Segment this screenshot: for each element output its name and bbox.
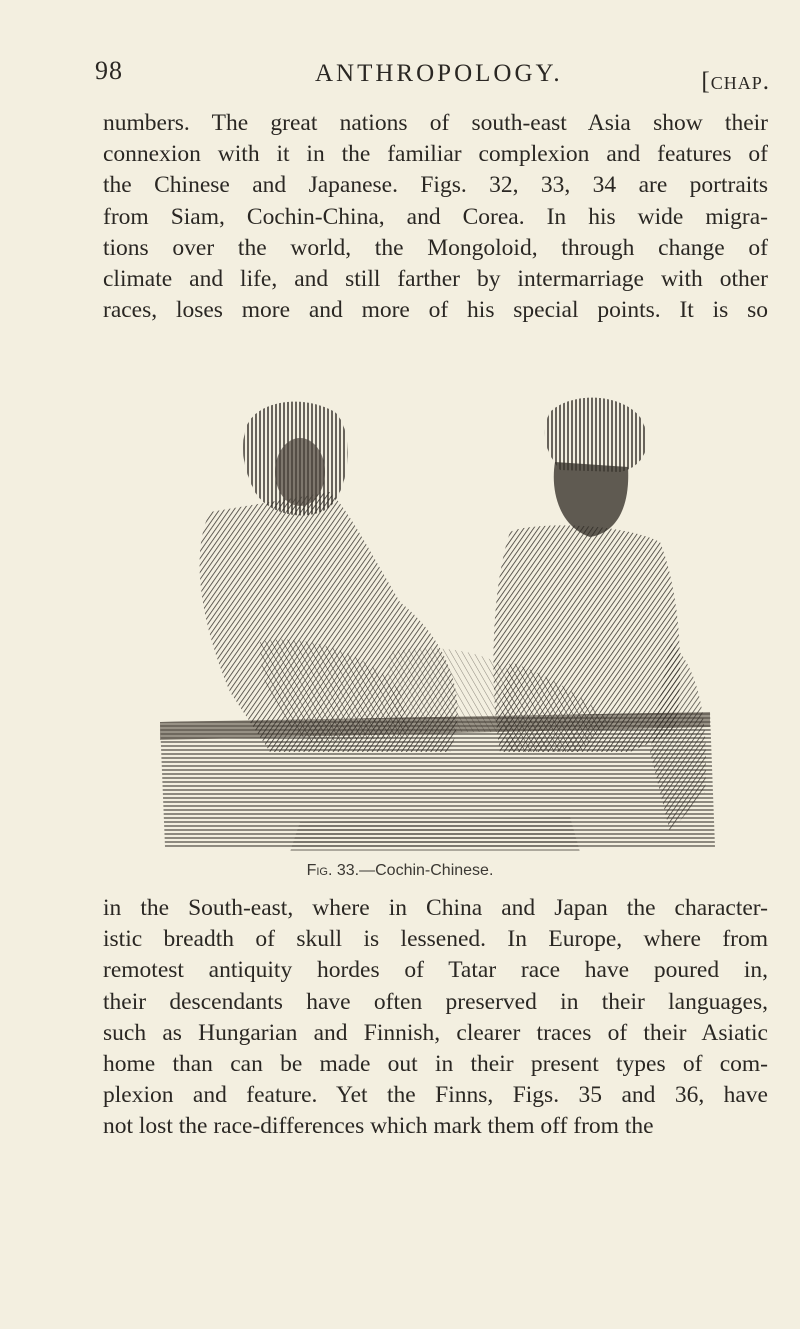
engraving-illustration xyxy=(150,392,730,852)
text-line: their descendants have often preserved in their languages, xyxy=(103,988,768,1015)
page-header xyxy=(95,52,770,95)
engraving-two-seated-figures xyxy=(150,392,730,852)
text-line: not lost the race-differences which mark them off from the xyxy=(103,1113,654,1140)
page-number: 98 xyxy=(95,56,123,85)
text-line: numbers. The great nations of south-east Asia show their xyxy=(103,110,768,136)
text-line: climate and life, and still farther by intermarriage with other xyxy=(103,266,768,293)
paragraph-bottom xyxy=(103,893,768,1143)
text-line: connexion with it in the familiar complexion and features of xyxy=(103,141,768,168)
text-line: from Siam, Cochin-China, and Corea. In his wide migra- xyxy=(103,203,768,230)
caption-text: 33.—Cochin-Chinese. xyxy=(336,862,494,879)
text-line: plexion and feature. Yet the Finns, Figs. 35 and 36, have xyxy=(103,1082,768,1109)
text-line: such as Hungarian and Finnish, clearer traces of their Asiatic xyxy=(103,1019,768,1046)
text-line: home than can be made out in their present types of com- xyxy=(103,1051,768,1078)
caption-prefix: Fig. xyxy=(306,862,333,879)
text-line: in the South-east, where in China and Japan the character- xyxy=(103,895,768,921)
chapter-mark: [chap. xyxy=(701,68,770,95)
text-line: races, loses more and more of his special points. It is so xyxy=(103,297,768,324)
running-title: ANTHROPOLOGY. xyxy=(315,60,563,87)
paragraph-top xyxy=(103,108,768,326)
text-line: the Chinese and Japanese. Figs. 32, 33, 34 are portraits xyxy=(103,172,768,199)
text-line: remotest antiquity hordes of Tatar race have poured in, xyxy=(103,957,768,984)
text-line: tions over the world, the Mongoloid, through change of xyxy=(103,234,768,261)
text-line: istic breadth of skull is lessened. In Europe, where from xyxy=(103,926,768,953)
figure-caption xyxy=(0,862,800,880)
